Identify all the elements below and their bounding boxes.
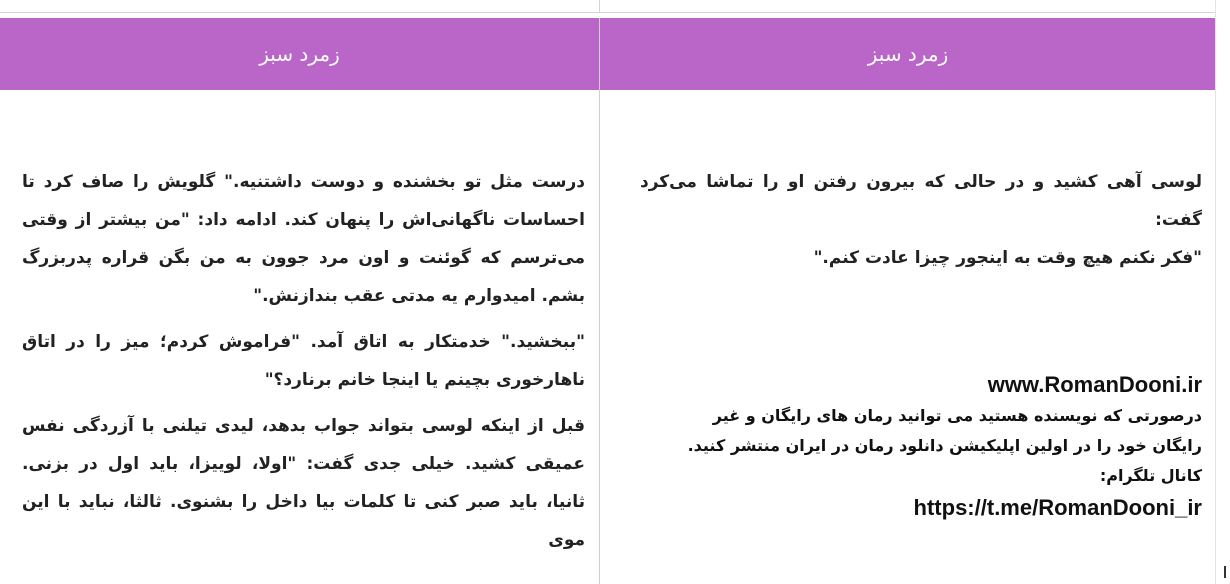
left-column-header [0, 18, 599, 90]
right-paragraph: "فکر نکنم هیچ وقت به اینجور چیزا عادت کنم." [813, 248, 1202, 268]
promo-line-1: درصورتی که نویسنده هستید می توانید رمان های رایگان و غیر [712, 406, 1202, 425]
top-strip [0, 0, 1216, 13]
top-strip-divider [599, 0, 600, 12]
right-header-title: زمرد سبز [867, 42, 949, 66]
left-body [0, 163, 599, 559]
right-paragraphs [640, 163, 1202, 277]
promo-website[interactable]: www.RomanDooni.ir [987, 372, 1202, 397]
left-column [0, 18, 599, 584]
left-paragraph: قبل از اینکه لوسی بتواند جواب بدهد، لیدی تیلنی با آزردگی نفس عمیقی کشید. خیلی جدی گفت: "اولا، لوییزا، باید اول در بزنی. ثانیا، باید صبر کنی تا کلمات بیا داخل را بشنوی. ثالثا، نباید با این موی [22, 416, 585, 550]
left-paragraph: درست مثل تو بخشنده و دوست داشتنیه." گلویش را صاف کرد تا احساسات ناگهانی‌اش را پنهان کند. ادامه داد: "من بیشتر از وقتی می‌ترسم که گوئنت و اون مرد جوون به من بگن قراره پدربزرگ بشم. امیدوارم یه مدتی عقب بندازنش." [22, 172, 585, 306]
document-page [0, 18, 1216, 584]
telegram-label: کانال تلگرام: [1099, 466, 1202, 485]
telegram-link[interactable]: https://t.me/RomanDooni_ir [913, 495, 1202, 520]
promo-line-2: رایگان خود را در اولین اپلیکیشن دانلود رمان در ایران منتشر کنید. [687, 436, 1202, 455]
left-paragraph: "ببخشید." خدمتکار به اتاق آمد. "فراموش کردم؛ میز را در اتاق ناهارخوری بچینم یا اینجا خانم برنارد؟" [22, 332, 585, 390]
left-header-title: زمرد سبز [259, 42, 340, 66]
vertical-scrollbar[interactable] [1215, 0, 1230, 584]
right-column-header [600, 18, 1216, 90]
right-column [600, 18, 1216, 584]
right-body [600, 163, 1216, 525]
scrollbar-thumb[interactable] [1224, 566, 1226, 578]
promo-block [640, 369, 1202, 525]
right-paragraph: لوسی آهی کشید و در حالی که بیرون رفتن او را تماشا می‌کرد گفت: [640, 172, 1202, 230]
